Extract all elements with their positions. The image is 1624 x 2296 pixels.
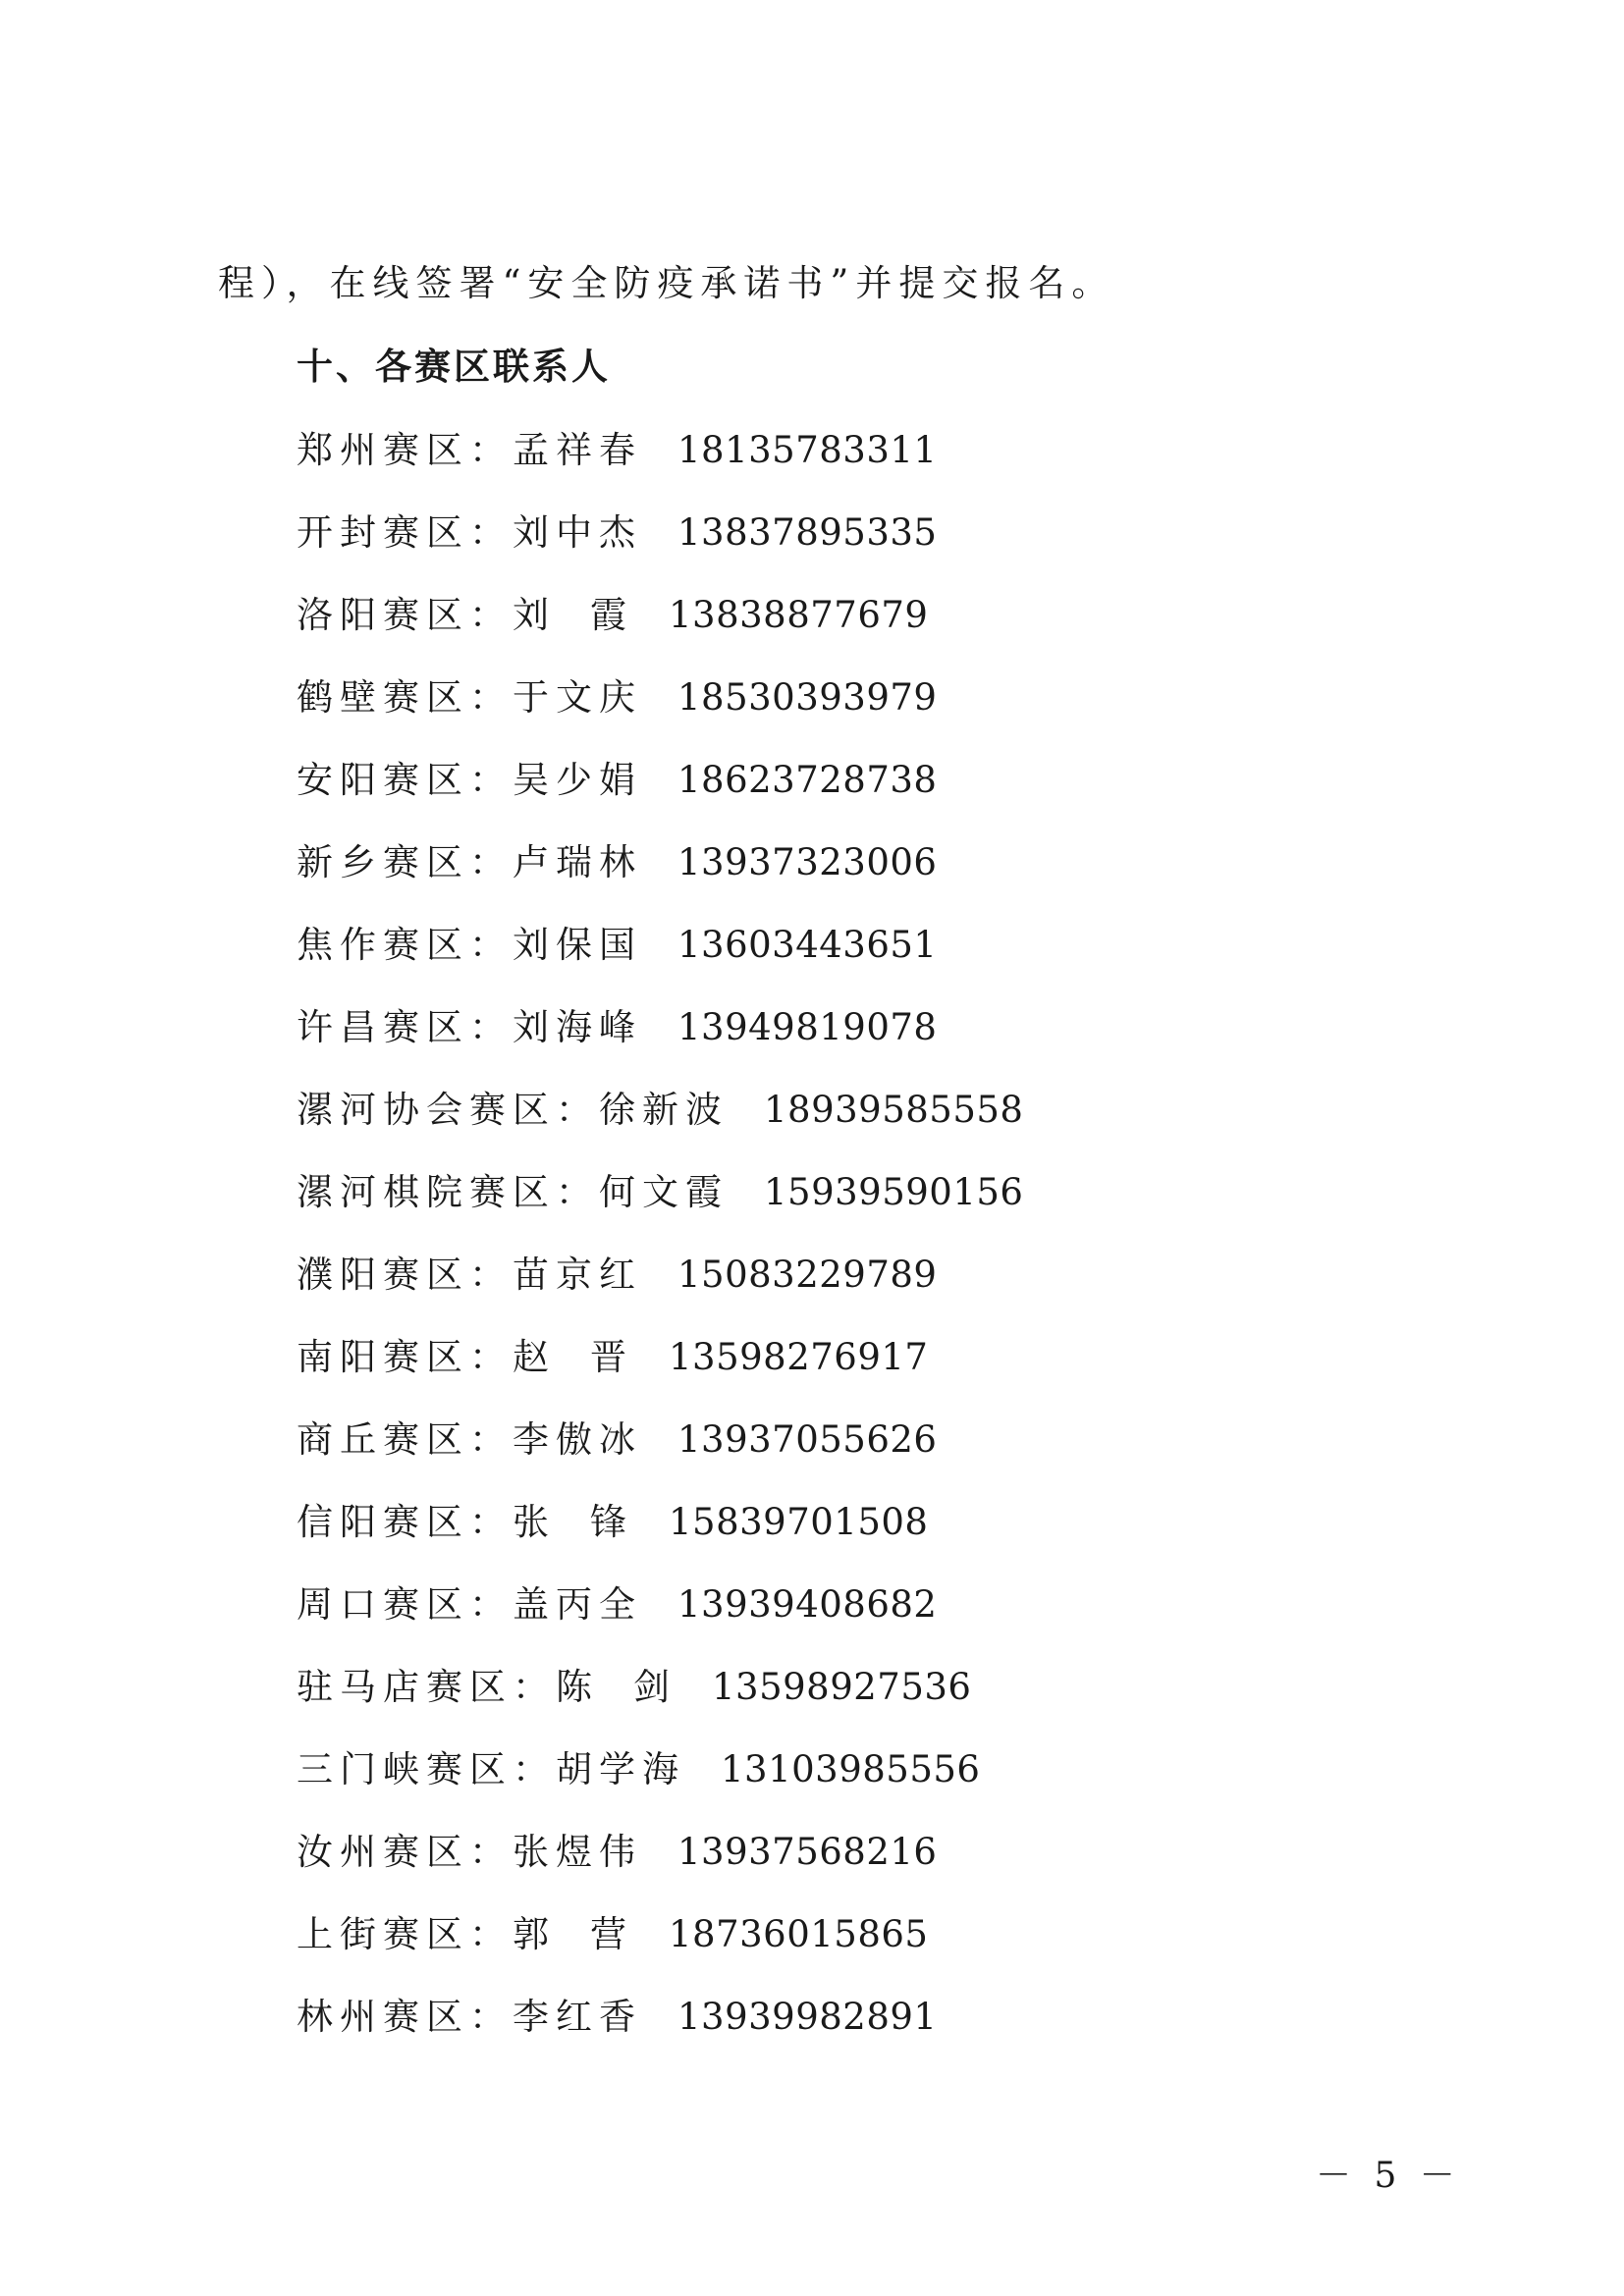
contact-phone: 18939585558	[764, 1089, 1024, 1131]
contact-region: 周口赛区：	[297, 1583, 513, 1626]
contact-row	[297, 584, 1023, 667]
contact-row	[297, 996, 1023, 1079]
contact-region: 安阳赛区：	[297, 759, 513, 801]
contact-region: 信阳赛区：	[297, 1501, 513, 1543]
contact-phone: 13103985556	[721, 1748, 981, 1790]
contact-name: 吴少娟	[513, 759, 642, 801]
contact-region: 漯河协会赛区：	[297, 1089, 599, 1131]
contact-name: 张煜伟	[513, 1831, 642, 1873]
contact-name: 徐新波	[599, 1089, 729, 1131]
contact-name: 卢瑞林	[513, 841, 642, 883]
contact-region: 焦作赛区：	[297, 924, 513, 966]
contact-name: 张锋	[513, 1501, 668, 1543]
contact-region: 漯河棋院赛区：	[297, 1171, 599, 1213]
contact-row	[297, 1079, 1023, 1161]
contact-row	[297, 1986, 1023, 2068]
contact-name: 刘霞	[513, 594, 668, 636]
contact-region: 许昌赛区：	[297, 1006, 513, 1048]
contact-phone: 13939408682	[677, 1583, 938, 1626]
contact-row	[297, 502, 1023, 584]
contact-row	[297, 1656, 1023, 1738]
section-heading: 十、各赛区联系人	[297, 346, 611, 388]
contact-region: 三门峡赛区：	[297, 1748, 556, 1790]
contact-name: 李红香	[513, 1996, 642, 2038]
contact-phone: 15083229789	[677, 1254, 938, 1296]
contact-row	[297, 1903, 1023, 1986]
contact-phone: 13603443651	[677, 924, 938, 966]
contact-region: 林州赛区：	[297, 1996, 513, 2038]
contact-phone: 13837895335	[677, 511, 938, 554]
continuation-paragraph: 程），在线签署“安全防疫承诺书”并提交报名。	[218, 262, 1115, 304]
contact-row	[297, 419, 1023, 502]
contact-row	[297, 1161, 1023, 1244]
contact-row	[297, 667, 1023, 749]
contact-list	[297, 419, 1023, 2068]
contact-name: 李傲冰	[513, 1418, 642, 1461]
contact-region: 濮阳赛区：	[297, 1254, 513, 1296]
contact-row	[297, 914, 1023, 996]
contact-phone: 13838877679	[669, 594, 929, 636]
contact-name: 赵晋	[513, 1336, 668, 1378]
page-number: － 5 －	[1316, 2156, 1461, 2196]
contact-name: 孟祥春	[513, 429, 642, 471]
contact-name: 何文霞	[599, 1171, 729, 1213]
contact-phone: 18530393979	[677, 676, 938, 719]
contact-name: 刘海峰	[513, 1006, 642, 1048]
contact-phone: 13598276917	[669, 1336, 929, 1378]
contact-name: 苗京红	[513, 1254, 642, 1296]
contact-region: 上街赛区：	[297, 1913, 513, 1955]
contact-phone: 15939590156	[764, 1171, 1024, 1213]
contact-region: 新乡赛区：	[297, 841, 513, 883]
contact-region: 开封赛区：	[297, 511, 513, 554]
contact-row	[297, 1574, 1023, 1656]
contact-row	[297, 1821, 1023, 1903]
contact-region: 南阳赛区：	[297, 1336, 513, 1378]
contact-phone: 13937568216	[677, 1831, 938, 1873]
contact-row	[297, 831, 1023, 914]
contact-phone: 18135783311	[677, 429, 938, 471]
contact-name: 于文庆	[513, 676, 642, 719]
contact-region: 鹤壁赛区：	[297, 676, 513, 719]
contact-name: 胡学海	[556, 1748, 685, 1790]
contact-name: 盖丙全	[513, 1583, 642, 1626]
contact-row	[297, 1244, 1023, 1326]
contact-region: 汝州赛区：	[297, 1831, 513, 1873]
contact-phone: 13949819078	[677, 1006, 938, 1048]
contact-name: 刘中杰	[513, 511, 642, 554]
contact-row	[297, 749, 1023, 831]
contact-row	[297, 1409, 1023, 1491]
contact-phone: 13598927536	[712, 1666, 972, 1708]
contact-phone: 18623728738	[677, 759, 938, 801]
contact-phone: 18736015865	[669, 1913, 929, 1955]
contact-phone: 15839701508	[669, 1501, 929, 1543]
contact-name: 刘保国	[513, 924, 642, 966]
contact-region: 郑州赛区：	[297, 429, 513, 471]
contact-region: 驻马店赛区：	[297, 1666, 556, 1708]
contact-name: 郭营	[513, 1913, 668, 1955]
contact-row	[297, 1491, 1023, 1574]
contact-region: 商丘赛区：	[297, 1418, 513, 1461]
contact-region: 洛阳赛区：	[297, 594, 513, 636]
contact-name: 陈剑	[556, 1666, 711, 1708]
contact-phone: 13939982891	[677, 1996, 938, 2038]
contact-phone: 13937323006	[677, 841, 938, 883]
contact-row	[297, 1326, 1023, 1409]
contact-row	[297, 1738, 1023, 1821]
contact-phone: 13937055626	[677, 1418, 938, 1461]
